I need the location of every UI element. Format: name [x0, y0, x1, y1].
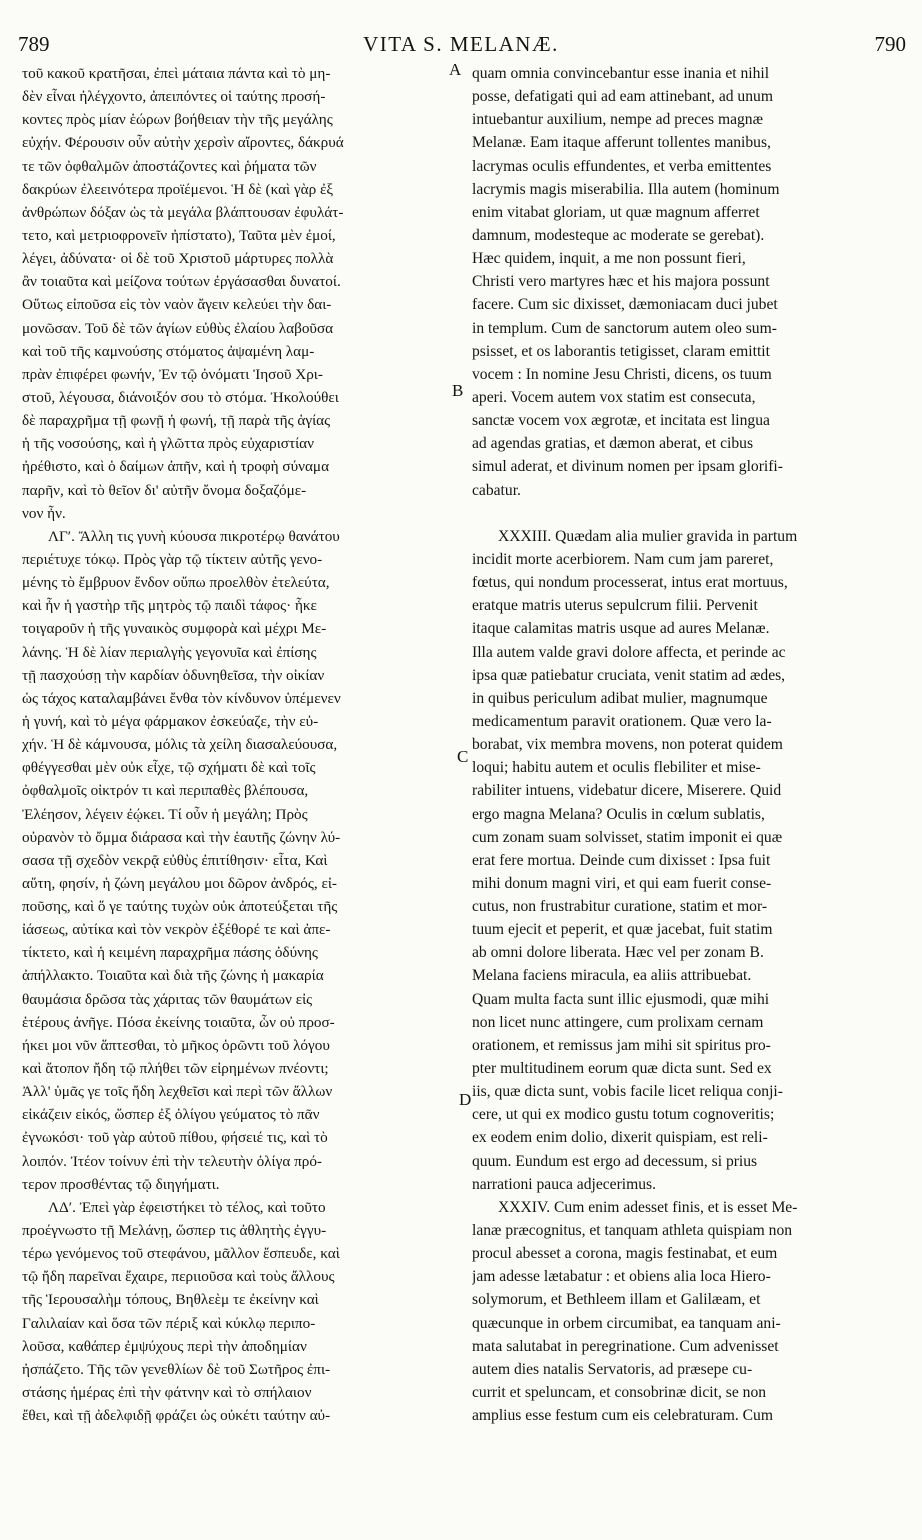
margin-letter-a: A [449, 60, 462, 79]
text-line: ἑτέρους ἀνῆγε. Πόσα ἐκείνης τοιαῦτα, ὧν οὐ προσ- [22, 1013, 335, 1031]
text-line: tuum ejecit et peperit, et quæ jacebat, fuit statim [472, 921, 773, 939]
text-line: ἔθει, καὶ τῇ ἀδελφιδῇ φράζει ὡς οὐκέτι ταύτην αὐ- [22, 1407, 331, 1425]
greek-text-column [22, 62, 462, 1427]
text-line: erat fere mortua. Deinde cum dixisset : Ipsa fuit [472, 851, 771, 869]
text-line: intuebantur auxilium, nempe ad preces magnæ [472, 111, 763, 129]
latin-text-column [472, 62, 900, 1427]
text-line: borabat, vix membra movens, non poterat quidem [472, 736, 783, 754]
text-line: δὲν εἶναι ἠλέγχοντο, ἀπειπόντες οἱ ταύτης προσή- [22, 88, 326, 106]
text-line: περιέτυχε τόκῳ. Πρὸς γὰρ τῷ τίκτειν αὐτῆς γενο- [22, 550, 323, 568]
text-line: lacrymis magis miserabilia. Illa autem (hominum [472, 180, 780, 198]
text-line: Melana faciens miracula, ea aliis attribuebat. [472, 967, 752, 985]
margin-letter-b: B [452, 381, 464, 400]
text-line: μονῶσαν. Τοῦ δὲ τῶν ἁγίων εὐθὺς ἐλαίου λαβοῦσα [22, 319, 334, 337]
text-line: incidit morte acerbiorem. Nam cum jam pareret, [472, 550, 774, 568]
text-line: ΛΔʹ. Ἐπεὶ γὰρ ἐφειστήκει τὸ τέλος, καὶ τοῦτο [48, 1198, 326, 1216]
text-line: στάσης ἡμέρας ἐπὶ τὴν φάτνην καὶ τὸ σπήλαιον [22, 1384, 312, 1402]
text-line: καὶ τοῦ τῆς καμνούσης στόματος ἀψαμένη λαμ- [22, 342, 315, 360]
text-line: loqui; habitu autem et oculis flebiliter et mise- [472, 759, 761, 777]
text-line: facere. Cum sic dixisset, dæmoniacam duci jubet [472, 296, 778, 314]
text-line: ἠσπάζετο. Τῆς τῶν γενεθλίων δὲ τοῦ Σωτῆρος ἐπι- [22, 1360, 331, 1378]
text-line: orationem, et remissus jam mihi sit spiritus pro- [472, 1036, 771, 1054]
text-line: iis, quæ dicta sunt, vobis facile licet reliqua conji- [472, 1083, 783, 1101]
text-line: amplius esse festum cum eis celebraturam. Cum [472, 1407, 773, 1425]
text-line: εὐχήν. Φέρουσιν οὖν αὐτὴν χερσὶν αἴροντες, δάκρυά [22, 134, 344, 152]
text-line: τῆς Ἱερουσαλὴμ τόπους, Βηθλεὲμ τε ἐκείνην καὶ [22, 1291, 319, 1309]
text-line: πρὰν ἐπιφέρει φωνήν, Ἐν τῷ ὀνόματι Ἰησοῦ Χρι- [22, 365, 323, 383]
text-line: damnum, modesteque ac moderate se gerebat). [472, 226, 765, 244]
text-line: καὶ ἄτοπον ἤδη τῷ πλήθει τῶν εἰρημένων πνέοντι; [22, 1060, 329, 1078]
text-line: παρῆν, καὶ τὸ θεῖον δι' αὐτῆν ὄνομα δοξαζόμε- [22, 481, 307, 499]
text-line: εἰκάζειν εἰκός, ὥσπερ ἐξ ὀλίγου γεύματος τὸ πᾶν [22, 1106, 320, 1124]
text-line: aperi. Vocem autem vox statim est consecuta, [472, 388, 756, 406]
text-line: λέγει, ἀδύνατα· οἱ δὲ τοῦ Χριστοῦ μάρτυρες πολλὰ [22, 250, 334, 268]
text-line: mihi donum magni viri, et qui eam fuerit conse- [472, 874, 772, 892]
text-line: φθέγγεσθαι μὲν οὐκ εἶχε, τῷ σχήματι δὲ καὶ τοῖς [22, 759, 316, 777]
text-line: αὕτη, φησίν, ἡ ζώνη μεγάλου μοι δῶρον ἀνδρός, εἰ- [22, 874, 337, 892]
text-line: χήν. Ἡ δὲ κάμνουσα, μόλις τὰ χείλη διασαλεύουσα, [22, 736, 338, 754]
text-line: τοῦ κακοῦ κρατῆσαι, ἐπεὶ μάταια πάντα καὶ τὸ μη- [22, 65, 331, 82]
text-line: ἂν τοιαῦτα καὶ μείζονα τούτων ἐργάσασθαι δυνατοί. [22, 273, 341, 291]
text-line: cum zonam suam solvisset, statim imponit ei quæ [472, 828, 783, 846]
text-line: σασα τῇ σχεδὸν νεκρᾷ εὐθὺς ἐπιτίθησιν· εἶτα, Καὶ [22, 851, 328, 869]
text-line: μένης τὸ ἔμβρυον ἔνδον οὔπω προελθὸν ἐτελεύτα, [22, 574, 330, 592]
text-line: Γαλιλαίαν καὶ ὅσα τῶν πέριξ καὶ κύκλῳ περιπο- [22, 1314, 316, 1332]
text-line: Illa autem valde gravi dolore affecta, et perinde ac [472, 643, 786, 661]
text-line: procul abesset a corona, magis festinabat, et eum [472, 1245, 778, 1263]
text-line: λοῦσα, καθάπερ ἐμψύχους περὶ τὴν ἀποδημίαν [22, 1337, 307, 1355]
page-header [0, 30, 922, 60]
text-line: vocem : In nomine Jesu Christi, dicens, os tuum [472, 365, 772, 383]
text-line: τῷ ἤδη παρεῖναι ἔχαιρε, περιιοῦσα καὶ τοὺς ἄλλους [22, 1268, 335, 1286]
text-line: λοιπόν. Ἰτέον τοίνυν ἐπὶ τὴν τελευτὴν ὀλίγα πρό- [22, 1152, 322, 1170]
text-line: quum. Eundum est ergo ad decessum, si prius [472, 1152, 758, 1170]
text-line: τέρω γενόμενος τοῦ στεφάνου, μᾶλλον ἔσπευδε, καὶ [22, 1245, 340, 1263]
text-line: κοντες πρὸς μίαν ἑώρων βοήθειαν τὴν τῆς μεγάλης [22, 111, 333, 129]
text-line: καὶ ἦν ἡ γαστὴρ τῆς μητρὸς τῷ παιδὶ τάφος· ἧκε [22, 597, 317, 615]
text-line: itaque calamitas matris usque ad aures Melanæ. [472, 620, 770, 638]
text-line: τε τῶν ὀφθαλμῶν ἀποστάζοντες καὶ ῥήματα τῶν [22, 157, 317, 175]
text-line: λάνης. Ἡ δὲ λίαν περιαλγὴς γεγονυῖα καὶ ἐπίσης [22, 643, 317, 661]
text-line: in templum. Cum de sanctorum autem oleo sum- [472, 319, 777, 337]
text-line: ἠρέθιστο, καὶ ὁ δαίμων ἀπῆν, καὶ ἡ τροφὴ σύναμα [22, 458, 330, 476]
page-number-right: 790 [874, 32, 906, 56]
text-line: ποῦσης, καὶ ὅ γε ταύτης τυχὼν οὐκ ἀποτεύξεται τῆς [22, 898, 338, 916]
text-line: simul aderat, et divinum nomen per ipsam glorifi- [472, 458, 783, 476]
text-line: lanæ præcognitus, et tanquam athleta quispiam non [472, 1222, 793, 1240]
text-line: ergo magna Melana? Oculis in cœlum sublatis, [472, 805, 765, 823]
text-line: δακρύων ἐλεεινότερα προϊέμενοι. Ἡ δὲ (καὶ γὰρ ἐξ [22, 180, 334, 198]
text-line: medicamentum paravit orationem. Quæ vero la- [472, 712, 772, 730]
text-line: τῇ πασχούσῃ τὴν καρδίαν ὀδυνηθεῖσα, τὴν οἰκίαν [22, 666, 325, 684]
text-line: XXXIV. Cum enim adesset finis, et is esset Me- [498, 1198, 798, 1216]
text-line: θαυμάσια δρῶσα τὰς χάριτας τῶν θαυμάτων εἰς [22, 990, 313, 1008]
text-line: currit et speluncam, et consobrinæ dicit, se non [472, 1384, 767, 1402]
text-line: ipsa quæ patiebatur cruciata, venit statim ad ædes, [472, 666, 786, 684]
text-line: non licet nunc attingere, cum prolixam cernam [472, 1013, 764, 1031]
text-line: Ἀλλ' ὑμᾶς γε τοῖς ἤδη λεχθεῖσι καὶ περὶ τῶν ἄλλων [22, 1083, 333, 1101]
text-line: enim vitabat gloriam, ut quæ magnum afferret [472, 203, 760, 221]
text-line: in quibus periculum adibat mulier, magnumque [472, 689, 768, 707]
text-line: cutus, non frustrabitur curatione, statim et mor- [472, 898, 768, 916]
text-line: Quam multa facta sunt illic ejusmodi, quæ mihi [472, 990, 770, 1008]
text-line: τετο, καὶ μετριοφρονεῖν ἠπίστατο), Ταῦτα μὲν ἐμοί, [22, 226, 336, 244]
text-line: cabatur. [472, 481, 521, 499]
text-line: τίκτετο, καὶ ἡ κειμένη παραχρῆμα πάσης ὀδύνης [22, 944, 318, 962]
text-line: rabiliter intuens, videbatur dicere, Miserere. Quid [472, 782, 782, 800]
text-line: ἰάσεως, αὐτίκα καὶ τὸν νεκρὸν ἐξέθορέ τε καὶ ἀπε- [22, 921, 331, 939]
text-line: autem dies natalis Servatoris, ad præsepe cu- [472, 1360, 753, 1378]
text-line: fœtus, qui nondum processerat, intus erat mortuus, [472, 574, 788, 592]
text-line: ὡς τάχος καταλαμβάνει ἔνθα τὸν κίνδυνον ὑπέμενεν [22, 689, 341, 707]
text-line: psisset, et os laborantis tetigisset, claram emittit [472, 342, 770, 360]
text-line: Οὕτως εἰποῦσα εἰς τὸν ναὸν ἄγειν κελεύει τὴν δαι- [22, 296, 332, 314]
text-line: ἀπήλλακτο. Τοιαῦτα καὶ διὰ τῆς ζώνης ἡ μακαρία [22, 967, 324, 985]
text-line: jam adesse lætabatur : et obiens alia loca Hiero- [472, 1268, 771, 1286]
text-line: solymorum, et Bethleem illam et Galilæam, et [472, 1291, 761, 1309]
text-line: τερον προσθέντας τῷ διηγήματι. [22, 1175, 220, 1193]
text-line: νον ἦν. [22, 504, 66, 522]
text-line: ex eodem enim dolio, dixerit quispiam, est reli- [472, 1129, 768, 1147]
running-title: VITA S. MELANÆ. [363, 32, 559, 56]
text-line: Melanæ. Eam itaque afferunt tollentes manibus, [472, 134, 771, 152]
text-line: ὀφθαλμοῖς οἰκτρόν τι καὶ περιπαθὲς βλέπουσα, [22, 782, 309, 800]
text-line: ἐγνωκόσι· τοῦ γὰρ αὐτοῦ πίθου, φήσειέ τις, καὶ τὸ [22, 1129, 328, 1147]
text-line: ΛΓʹ. Ἄλλη τις γυνὴ κύουσα πικροτέρῳ θανάτου [48, 527, 340, 545]
text-line: ab omni dolore liberata. Hæc vel per zonam B. [472, 944, 764, 962]
text-line: οὐρανὸν τὸ ὄμμα διάρασα καὶ τὴν ἑαυτῆς ζώνην λύ- [22, 828, 341, 846]
text-line: cere, ut qui ex modico gustu totum cognoveritis; [472, 1106, 775, 1124]
margin-letter-c: C [457, 747, 469, 766]
text-line: ἡ γυνή, καὶ τὸ μέγα φάρμακον ἐσκεύαζε, τὴν εὐ- [22, 712, 319, 730]
text-line: pter multitudinem eorum quæ dicta sunt. Sed ex [472, 1060, 772, 1078]
text-line: narrationi pauca adjecerimus. [472, 1175, 657, 1193]
text-line: ἀνθρώπων δόξαν ὡς τὰ μεγάλα βλάπτουσαν ἐφυλάτ- [22, 203, 344, 221]
text-line: XXXIII. Quædam alia mulier gravida in partum [498, 527, 798, 545]
text-line: ἡ τῆς νοσούσης, καὶ ἡ γλῶττα πρὸς εὐχαριστίαν [22, 435, 315, 453]
text-line: Ἐλέησον, λέγειν ἐῴκει. Τί οὖν ἡ μεγάλη; Πρὸς [22, 805, 308, 823]
text-line: mata salutabat in peregrinatione. Cum advenisset [472, 1337, 779, 1355]
page-number-left: 789 [18, 32, 50, 56]
text-line: τοιγαροῦν ἡ τῆς γυναικὸς συμφορὰ καὶ μέχρι Με- [22, 620, 327, 638]
paragraph-gap [472, 502, 900, 525]
text-line: Christi vero martyres hæc et his majora possunt [472, 273, 770, 291]
text-line: eratque matris uterus sepulcrum filii. Pervenit [472, 597, 758, 615]
text-line: posse, defatigati qui ad eam attinebant, ad unum [472, 88, 773, 106]
text-line: Hæc quidem, inquit, a me non possunt fieri, [472, 250, 746, 268]
text-line: στοῦ, λέγουσα, διάνοιξόν σου τὸ στόμα. Ἠκολούθει [22, 388, 339, 406]
text-line: δὲ παραχρῆμα τῇ φωνῇ ἡ φωνή, τῇ παρὰ τῆς ἁγίας [22, 412, 331, 430]
text-line: quam omnia convincebantur esse inania et nihil [472, 65, 770, 82]
text-line: ad agendas gratias, et dæmon aberat, et cibus [472, 435, 754, 453]
text-line: προέγνωστο τῇ Μελάνῃ, ὥσπερ τις ἀθλητὴς ἐγγυ- [22, 1222, 327, 1240]
text-line: ήκει μοι νῦν ἅπτεσθαι, τὸ μῆκος ὁρῶντι τοῦ λόγου [22, 1036, 330, 1054]
margin-letter-d: D [459, 1090, 472, 1109]
text-line: quæcunque in orbem circumibat, ea tanquam ani- [472, 1314, 781, 1332]
text-line: sanctæ vocem vox ægrotæ, et incitata est lingua [472, 412, 770, 430]
text-line: lacrymas oculis effundentes, et verba emittentes [472, 157, 772, 175]
